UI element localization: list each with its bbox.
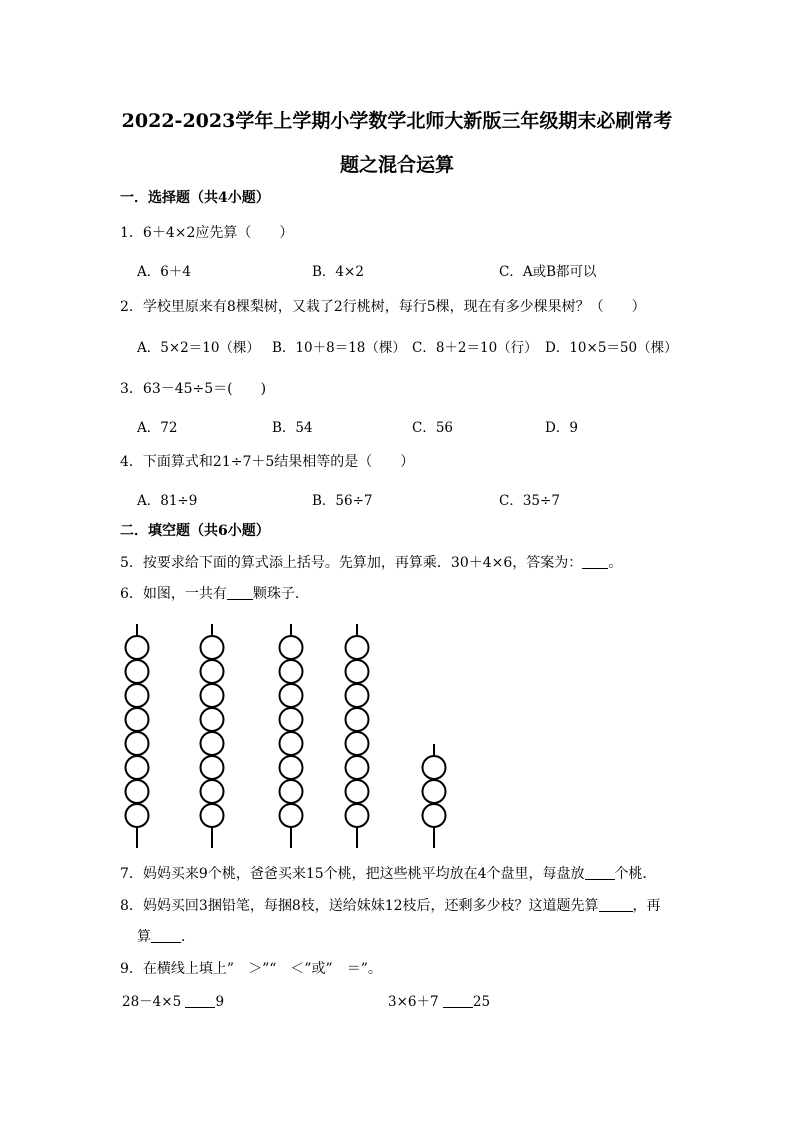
abacus-bead [126, 804, 149, 827]
q1-option-b: B．4×2 [312, 264, 364, 280]
abacus-bead [346, 708, 369, 731]
abacus-bead [126, 732, 149, 755]
abacus-bead [126, 708, 149, 731]
q8-line2-end: ． [181, 929, 195, 945]
question-9: 9．在横线上填上” ＞”“ ＜”或” ＝”。 [120, 961, 382, 977]
q9-expr-1: 28－4×5 [122, 994, 182, 1010]
q5-end: 。 [608, 555, 623, 571]
q4-option-a: A．81÷9 [137, 493, 198, 509]
abacus-bead [423, 780, 446, 803]
abacus-bead [126, 636, 149, 659]
q4-option-c: C．35÷7 [499, 493, 560, 509]
abacus-bead [280, 756, 303, 779]
abacus-bead [280, 684, 303, 707]
q2-option-d: D．10×5＝50（棵） [545, 340, 678, 356]
q9-value-1: 9 [215, 994, 225, 1010]
page-title: 2022-2023学年上学期小学数学北师大新版三年级期末必刷常考 [121, 110, 673, 132]
q9-comparison-2 [388, 990, 490, 1010]
abacus-bead [201, 780, 224, 803]
abacus-bead [346, 780, 369, 803]
q2-option-c: C．8＋2＝10（行） [412, 340, 538, 356]
q9-answer-blank-1[interactable] [185, 993, 215, 1008]
abacus-bead [126, 780, 149, 803]
q6-text: 6．如图，一共有 [120, 586, 227, 602]
q5-answer-blank[interactable] [582, 554, 608, 569]
q8-text: 8．妈妈买回3捆铅笔，每捆8枝，送给妹妹12枝后，还剩多少枝？这道题先算 [120, 898, 599, 914]
abacus-bead [423, 804, 446, 827]
abacus-bead [280, 636, 303, 659]
q2-option-b: B．10＋8＝18（棵） [272, 340, 406, 356]
q3-option-b: B．54 [272, 420, 313, 436]
q3-option-d: D．9 [545, 420, 578, 436]
abacus-bead [346, 756, 369, 779]
abacus-bead [280, 660, 303, 683]
abacus-bead [346, 636, 369, 659]
bead-abacus-figure [112, 608, 472, 850]
q3-option-a: A．72 [137, 420, 178, 436]
abacus-bead [346, 804, 369, 827]
abacus-bead [280, 804, 303, 827]
abacus-bead [201, 732, 224, 755]
q2-option-a: A．5×2＝10（棵） [137, 340, 260, 356]
q4-option-b: B．56÷7 [312, 493, 373, 509]
abacus-bead [280, 780, 303, 803]
question-1: 1．6＋4×2应先算（ ） [120, 225, 294, 241]
q7-answer-blank[interactable] [585, 865, 615, 880]
section-heading-fill: 二．填空题（共6小题） [120, 523, 270, 539]
question-3: 3．63－45÷5＝( ) [120, 381, 267, 397]
q9-value-2: 25 [472, 994, 491, 1010]
q9-comparison-1 [122, 990, 224, 1010]
abacus-bead [423, 756, 446, 779]
abacus-bead [201, 660, 224, 683]
abacus-bead [201, 636, 224, 659]
abacus-bead [280, 732, 303, 755]
question-8-line2 [137, 926, 195, 946]
question-7 [120, 863, 657, 883]
abacus-bead [201, 756, 224, 779]
q3-option-c: C．56 [412, 420, 454, 436]
q6-text-end: 颗珠子． [252, 586, 309, 602]
abacus-bead [201, 708, 224, 731]
question-8 [120, 895, 661, 915]
q7-text: 7．妈妈买来9个桃，爸爸买来15个桃，把这些桃平均放在4个盘里，每盘放 [120, 866, 585, 882]
q9-expr-2: 3×6＋7 [388, 994, 439, 1010]
q8-answer-blank-2[interactable] [151, 928, 181, 943]
abacus-bead [126, 756, 149, 779]
q5-text: 5．按要求给下面的算式添上括号。先算加，再算乘．30＋4×6，答案为： [120, 555, 583, 571]
question-6 [120, 583, 309, 603]
abacus-bead [346, 660, 369, 683]
q6-answer-blank[interactable] [227, 585, 253, 600]
abacus-bead [346, 732, 369, 755]
section-heading-choice: 一．选择题（共4小题） [120, 190, 270, 206]
page-title-continued: 题之混合运算 [339, 154, 454, 176]
q1-option-a: A．6＋4 [137, 264, 191, 280]
q7-text-end: 个桃． [614, 866, 657, 882]
abacus-bead [346, 684, 369, 707]
question-2: 2．学校里原来有8棵梨树，又栽了2行桃树，每行5棵，现在有多少棵果树？（ ） [120, 299, 646, 315]
abacus-bead [201, 804, 224, 827]
question-5 [120, 552, 622, 572]
q8-line2-text: 算 [137, 929, 151, 945]
q8-answer-blank-1[interactable] [599, 897, 633, 912]
q9-answer-blank-2[interactable] [443, 993, 473, 1008]
q8-text-mid: ，再 [632, 898, 661, 914]
abacus-bead [126, 684, 149, 707]
abacus-bead [201, 684, 224, 707]
abacus-bead [126, 660, 149, 683]
q1-option-c: C．A或B都可以 [499, 264, 597, 280]
abacus-bead [280, 708, 303, 731]
question-4: 4．下面算式和21÷7＋5结果相等的是（ ） [120, 454, 415, 470]
